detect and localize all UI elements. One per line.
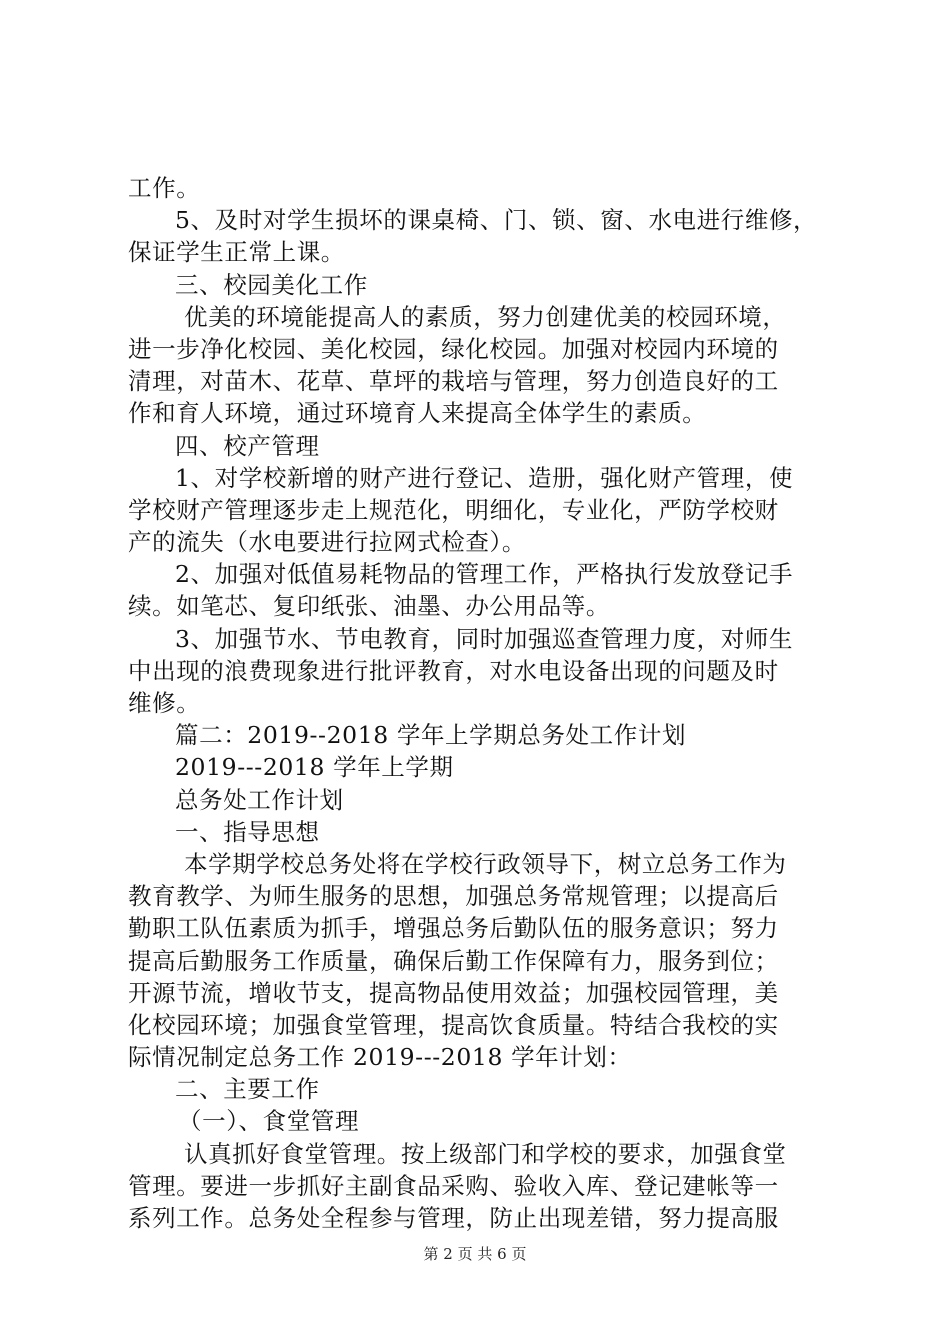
document-subtitle: 2019---2018 学年上学期: [175, 753, 454, 782]
section-heading: 四、校产管理: [175, 431, 320, 460]
page-footer: 第 2 页 共 6 页: [423, 1245, 527, 1263]
text-line: 续。如笔芯、复印纸张、油墨、办公用品等。: [128, 592, 610, 621]
text-line: 维修。: [128, 689, 201, 717]
text-line: 勤职工队伍素质为抓手，增强总务后勤队伍的服务意识；努力: [128, 914, 779, 943]
text-line: 中出现的浪费现象进行批评教育，对水电设备出现的问题及时: [128, 656, 779, 685]
text-line: 2、加强对低值易耗物品的管理工作，严格执行发放登记手: [175, 560, 794, 589]
text-line: 际情况制定总务工作 2019---2018 学年计划：: [128, 1043, 632, 1072]
text-line: 产的流失（水电要进行拉网式检查）。: [128, 528, 526, 557]
subsection-heading: （一）、食堂管理: [178, 1107, 360, 1136]
text-line: 认真抓好食堂管理。按上级部门和学校的要求，加强食堂: [184, 1139, 787, 1168]
text-line: 化校园环境；加强食堂管理，提高饮食质量。特结合我校的实: [128, 1010, 779, 1039]
text-line: 5、及时对学生损坏的课桌椅、门、锁、窗、水电进行维修，: [175, 206, 818, 235]
text-line: 清理，对苗木、花草、草坪的栽培与管理，努力创造良好的工: [128, 367, 779, 396]
text-line: 系列工作。总务处全程参与管理，防止出现差错，努力提高服: [128, 1204, 779, 1232]
text-line: 学校财产管理逐步走上规范化，明细化，专业化，严防学校财: [128, 495, 779, 524]
section-heading: 三、校园美化工作: [175, 270, 368, 299]
text-line: 教育教学、为师生服务的思想，加强总务常规管理；以提高后: [128, 882, 779, 911]
document-body: [128, 172, 836, 1234]
text-line: 进一步净化校园、美化校园，绿化校园。加强对校园内环境的: [128, 334, 779, 363]
section-heading: 一、指导思想: [175, 817, 320, 846]
document-subtitle: 总务处工作计划: [175, 785, 344, 814]
text-line: 提高后勤服务工作质量，确保后勤工作保障有力，服务到位；: [128, 946, 779, 975]
text-line: 3、加强节水、节电教育，同时加强巡查管理力度，对师生: [175, 624, 794, 653]
text-line: 作和育人环境，通过环境育人来提高全体学生的素质。: [128, 399, 707, 428]
text-line: 工作。: [128, 174, 201, 202]
text-line: 1、对学校新增的财产进行登记、造册，强化财产管理，使: [175, 463, 794, 492]
text-line: 保证学生正常上课。: [128, 238, 345, 267]
text-line: 优美的环境能提高人的素质，努力创建优美的校园环境，: [184, 302, 787, 331]
article-title: 篇二：2019--2018 学年上学期总务处工作计划: [175, 721, 687, 750]
text-line: 本学期学校总务处将在学校行政领导下，树立总务工作为: [184, 849, 787, 878]
text-line: 管理。要进一步抓好主副食品采购、验收入库、登记建帐等一: [128, 1171, 779, 1200]
section-heading: 二、主要工作: [175, 1075, 320, 1104]
text-line: 开源节流，增收节支，提高物品使用效益；加强校园管理，美: [128, 978, 779, 1007]
